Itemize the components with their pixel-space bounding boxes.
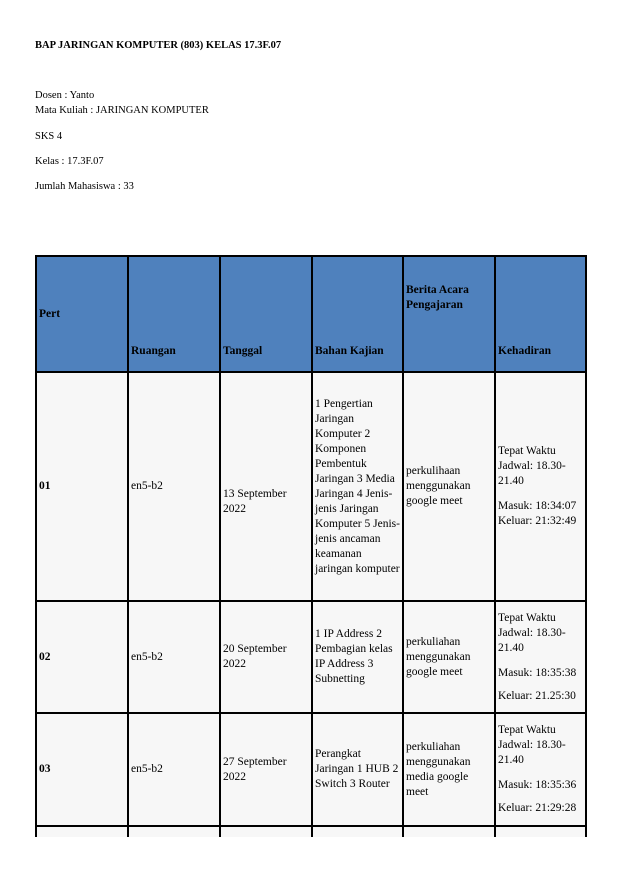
pert-cell: 01 [36,372,128,601]
kehadiran-masuk: Masuk: 18:35:38 [498,666,577,679]
pert-cell: 03 [36,713,128,826]
col-header-bahan-kajian: Bahan Kajian [312,256,403,372]
col-header-pert: Pert [36,256,128,372]
kehadiran-keluar: Keluar: 21.25:30 [498,689,576,702]
bahan-kajian-cell: Perangkat Jaringan 1 HUB 2 Switch 3 Router [312,713,403,826]
berita-acara-cell: perkuliahan menggunakan media google meet [403,713,495,826]
tanggal-cell: 13 September 2022 [220,372,312,601]
kehadiran-keluar: Keluar: 21:29:28 [498,802,577,814]
kehadiran-jadwal: Jadwal: 18.30-21.40 [498,626,566,654]
kehadiran-jadwal: Jadwal: 18.30-21.40 [498,739,566,766]
tanggal-cell: 27 September 2022 [220,713,312,826]
table-header-row [36,256,586,372]
col-header-kehadiran: Kehadiran [495,256,586,372]
pert-cell: 02 [36,601,128,713]
kehadiran-status: Tepat Waktu [498,445,556,457]
kehadiran-masuk: Masuk: 18:34:07 [498,500,577,512]
ruangan-cell: en5-b2 [128,713,220,826]
kehadiran-jadwal: Jadwal: 18.30-21.40 [498,460,566,487]
col-header-berita-acara: Berita Acara Pengajaran [403,256,495,372]
bap-table [35,255,587,837]
dosen-info: Dosen : Yanto [35,90,95,101]
ruangan-cell: en5-b2 [128,601,220,713]
berita-acara-cell: perkuliahan menggunakan google meet [403,601,495,713]
jumlah-mahasiswa-info: Jumlah Mahasiswa : 33 [35,181,134,192]
kehadiran-status: Tepat Waktu [498,611,556,624]
kehadiran-status: Tepat Waktu [498,724,556,736]
sks-info: SKS 4 [35,131,63,142]
tanggal-cell: 20 September 2022 [220,601,312,713]
kehadiran-cell [495,372,586,601]
table-row-continued [36,826,586,837]
kelas-info: Kelas : 17.3F.07 [35,156,104,167]
table-row [36,713,586,826]
kehadiran-masuk: Masuk: 18:35:36 [498,779,577,791]
berita-acara-cell: perkulihaan menggunakan google meet [403,372,495,601]
document-title: BAP JARINGAN KOMPUTER (803) KELAS 17.3F.07 [35,40,282,51]
col-header-tanggal: Tanggal [220,256,312,372]
mata-kuliah-info: Mata Kuliah : JARINGAN KOMPUTER [35,105,209,116]
kehadiran-keluar: Keluar: 21:32:49 [498,515,577,527]
ruangan-cell: en5-b2 [128,372,220,601]
bahan-kajian-cell: 1 Pengertian Jaringan Komputer 2 Komponen Pembentuk Jaringan 3 Media Jaringan 4 Jenis-jenis Jaringan Komputer 5 Jenis-jenis ancaman keamanan jaringan komputer [312,372,403,601]
table-row [36,601,586,713]
bahan-kajian-cell: 1 IP Address 2 Pembagian kelas IP Address 3 Subnetting [312,601,403,713]
kehadiran-cell [495,601,586,713]
col-header-ruangan: Ruangan [128,256,220,372]
table-row [36,372,586,601]
kehadiran-cell [495,713,586,826]
